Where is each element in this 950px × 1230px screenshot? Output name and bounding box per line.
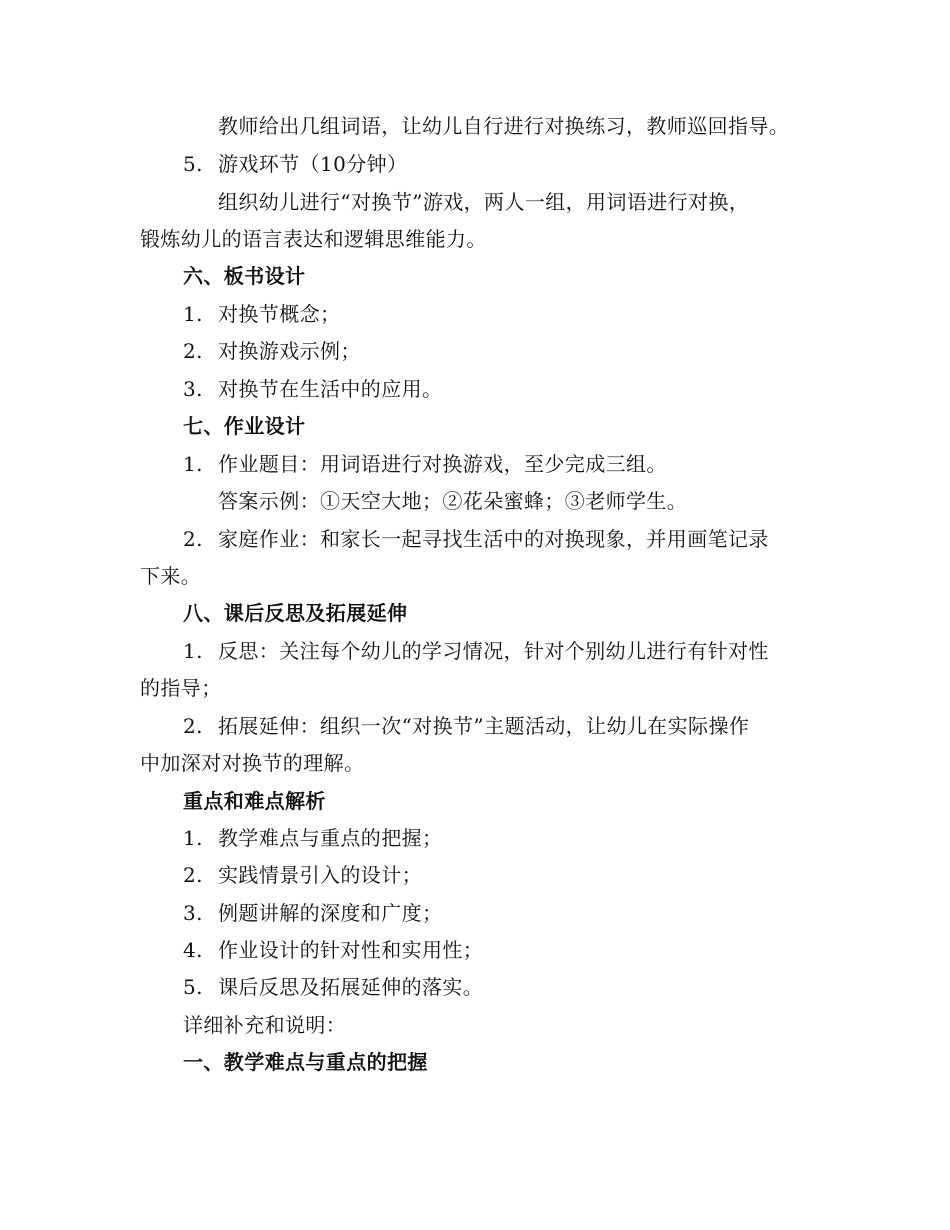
paragraph-line: 教师给出几组词语，让幼儿自行进行对换练习，教师巡回指导。 [218,114,790,138]
list-number: 1. [183,302,203,326]
list-item: 4. 作业设计的针对性和实用性； [183,938,484,962]
list-item: 1. 教学难点与重点的把握； [183,826,443,850]
paragraph-line: 中加深对对换节的理解。 [140,751,365,775]
paragraph-line: 组织幼儿进行“对换节”游戏，两人一组，用词语进行对换， [218,190,750,214]
list-item: 1. 作业题目：用词语进行对换游戏，至少完成三组。 [183,452,667,476]
paragraph-line: 详细补充和说明： [183,1013,347,1037]
list-number: 2. [183,527,203,551]
paragraph-line: 答案示例：①天空大地；②花朵蜜蜂；③老师学生。 [218,489,688,513]
list-number: 1. [183,826,203,850]
paragraph-line: 下来。 [140,564,202,588]
list-item: 2. 实践情景引入的设计； [183,863,422,887]
section-heading: 八、课后反思及拓展延伸 [183,601,408,625]
list-item: 5. 游戏环节（10分钟） [183,152,408,176]
paragraph-line: 的指导； [140,676,222,700]
list-item: 3. 对换节在生活中的应用。 [183,377,443,401]
paragraph-line: 锻炼幼儿的语言表达和逻辑思维能力。 [140,227,487,251]
list-number: 4. [183,938,203,962]
section-heading: 一、教学难点与重点的把握 [183,1050,428,1074]
list-number: 3. [183,377,203,401]
list-number: 2. [183,714,203,738]
list-item: 3. 例题讲解的深度和广度； [183,901,443,925]
list-number: 2. [183,863,203,887]
list-number: 2. [183,339,203,363]
list-item: 5. 课后反思及拓展延伸的落实。 [183,975,484,999]
section-heading: 七、作业设计 [183,414,306,438]
list-number: 1. [183,639,203,663]
list-item: 1. 反思：关注每个幼儿的学习情况，针对个别幼儿进行有针对性 [183,639,769,663]
list-item: 2. 家庭作业：和家长一起寻找生活中的对换现象，并用画笔记录 [183,527,769,551]
list-number: 5. [183,152,203,176]
section-heading: 重点和难点解析 [183,789,326,813]
section-heading: 六、板书设计 [183,264,306,288]
list-number: 3. [183,901,203,925]
list-number: 5. [183,975,203,999]
list-number: 1. [183,452,203,476]
list-item: 1. 对换节概念； [183,302,341,326]
list-item: 2. 拓展延伸：组织一次“对换节”主题活动，让幼儿在实际操作 [183,714,750,738]
list-item: 2. 对换游戏示例； [183,339,361,363]
